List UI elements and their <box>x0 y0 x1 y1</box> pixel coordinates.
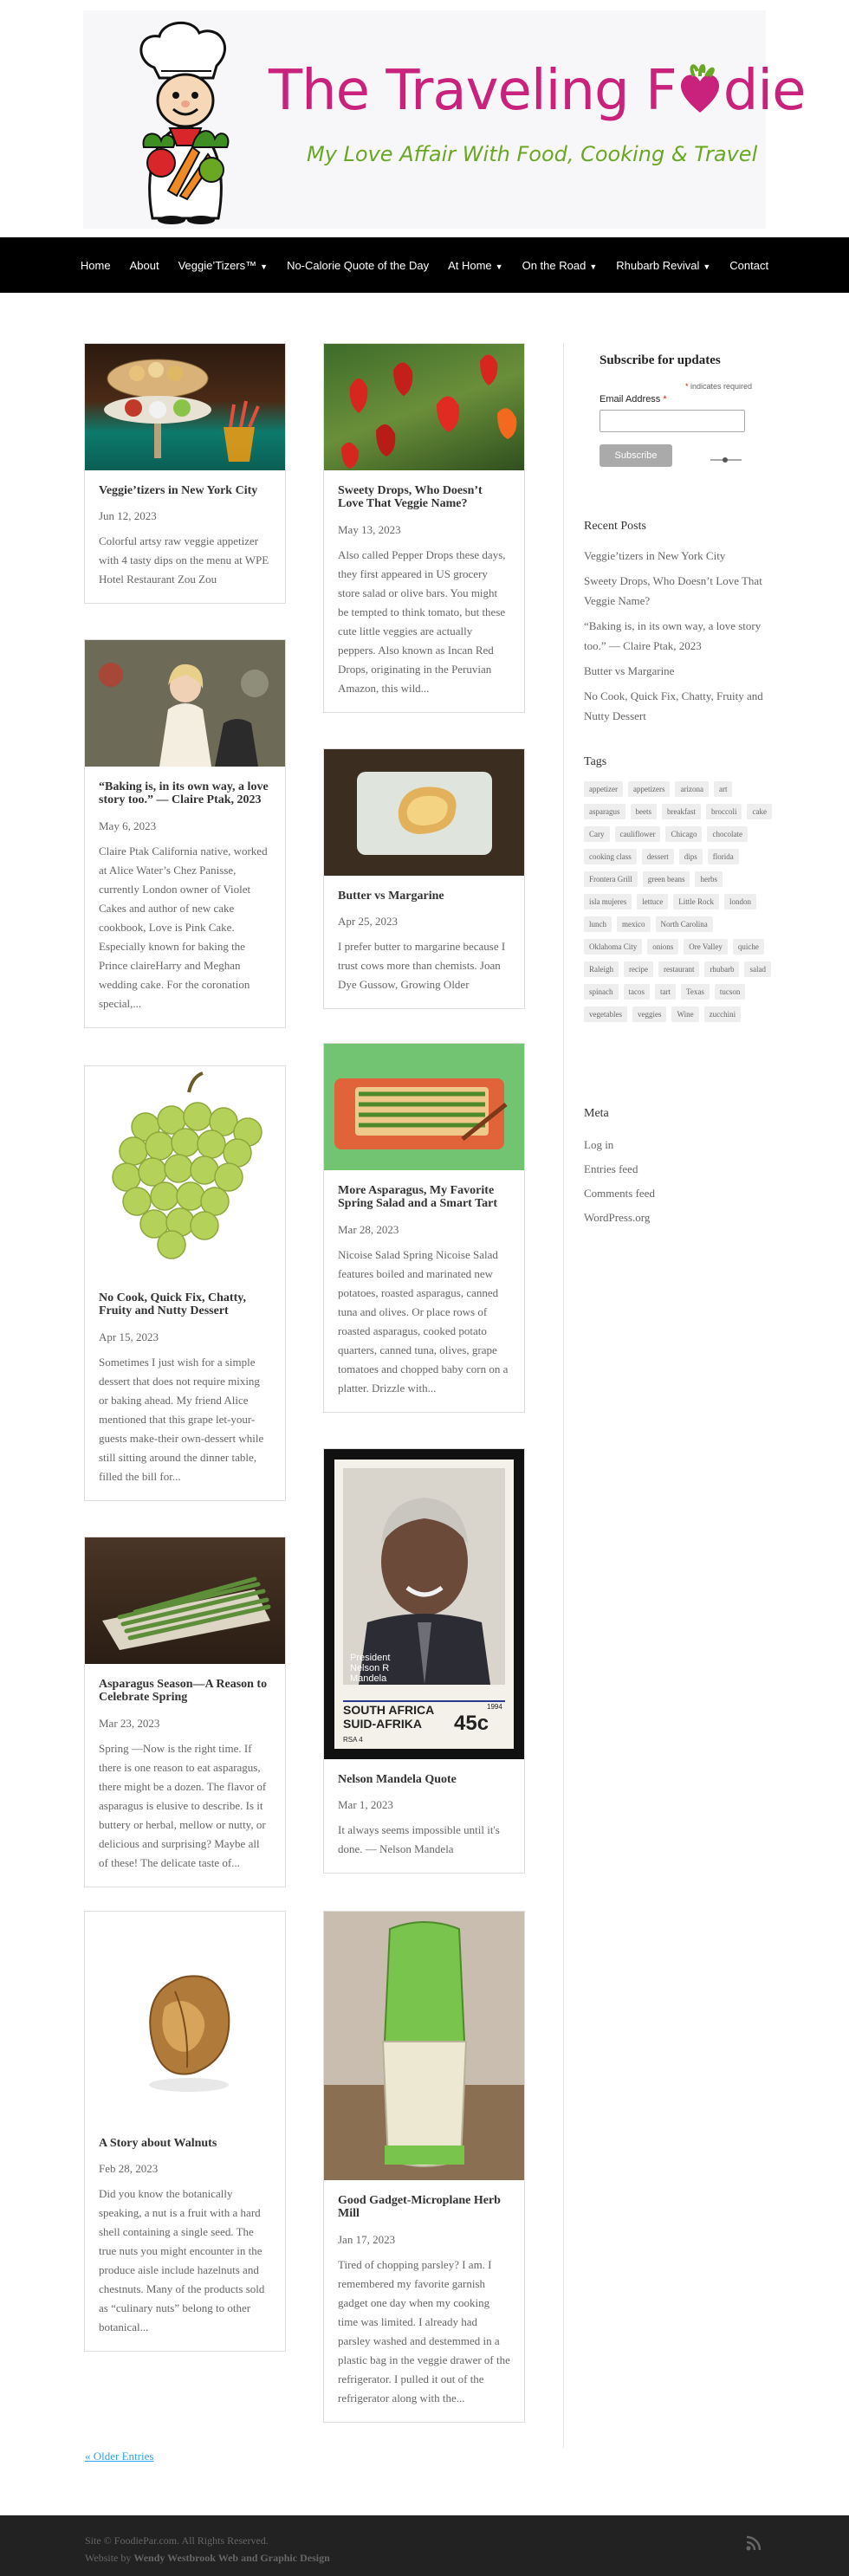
tag-link[interactable]: beets <box>631 804 658 819</box>
nav-label: At Home <box>448 258 492 272</box>
green-grapes-image <box>85 1066 285 1278</box>
tag-link[interactable]: veggies <box>632 1006 667 1022</box>
nav-label: Veggie’Tizers™ <box>178 258 257 272</box>
post-date: Jun 12, 2023 <box>99 509 157 523</box>
nav-label: Rhubarb Revival <box>616 258 700 272</box>
email-label-text: Email Address <box>599 394 661 405</box>
post-excerpt: It always seems impossible until it's done. — Nelson Mandela <box>338 1823 500 1856</box>
tag-link[interactable]: appetizers <box>628 781 670 797</box>
required-asterisk: * <box>663 394 667 405</box>
tag-link[interactable]: dips <box>679 849 703 864</box>
tag-link[interactable]: chocolate <box>707 826 747 842</box>
post-date: Apr 25, 2023 <box>338 915 398 929</box>
tag-link[interactable]: Oklahoma City <box>584 939 642 955</box>
post-card <box>323 1448 525 1874</box>
tag-link[interactable]: North Carolina <box>656 916 713 932</box>
tag-link[interactable]: salad <box>744 961 771 977</box>
stamp-caption: Mandela <box>350 1673 387 1684</box>
post-thumbnail[interactable] <box>85 344 285 470</box>
tag-link[interactable]: tucson <box>715 984 746 1000</box>
post-date: May 6, 2023 <box>99 819 157 832</box>
stamp-country: SOUTH AFRICA <box>343 1703 435 1717</box>
tags-widget <box>584 755 774 1022</box>
post-thumbnail[interactable] <box>85 1537 285 1664</box>
site-logo[interactable] <box>83 10 806 229</box>
email-label <box>599 394 766 405</box>
nav-item-contact[interactable] <box>720 259 778 272</box>
nav-item-rhubarb-revival[interactable] <box>606 259 720 272</box>
older-entries-link[interactable]: « Older Entries <box>85 2450 154 2463</box>
tag-link[interactable]: Texas <box>681 984 710 1000</box>
tag-link[interactable]: restaurant <box>658 961 699 977</box>
nav-item-quote-of-the-day[interactable] <box>277 259 438 272</box>
post-excerpt: Also called Pepper Drops these days, they first appeared in US grocery store salad or olive bars. You might be tempted to think tomato, but these cute little veggies are actually peppers. Also known as Incan Red Drops, originating in the Peruvian Amazon, this wild... <box>338 547 506 695</box>
post-thumbnail[interactable] <box>324 749 524 876</box>
subscribe-button[interactable]: Subscribe <box>599 444 672 467</box>
post-title[interactable]: No Cook, Quick Fix, Chatty, Fruity and Nutty Dessert <box>99 1291 246 1318</box>
post-card <box>84 1537 286 1887</box>
site-title[interactable]: The Traveling F die <box>269 59 806 123</box>
nav-item-veggie-tizers[interactable] <box>169 259 277 272</box>
herb-mill-image <box>324 1912 524 2180</box>
recent-posts-widget <box>584 520 774 731</box>
post-thumbnail[interactable] <box>324 1044 524 1170</box>
loading-indicator <box>710 459 742 461</box>
post-title[interactable]: Veggie’tizers in New York City <box>99 484 258 497</box>
tag-link[interactable]: lunch <box>584 916 612 932</box>
tag-link[interactable]: florida <box>708 849 739 864</box>
tag-link[interactable]: Frontera Grill <box>584 871 638 887</box>
tag-link[interactable]: cauliflower <box>615 826 661 842</box>
post-thumbnail[interactable] <box>324 1912 524 2180</box>
nav-label: About <box>129 258 159 272</box>
tag-link[interactable]: onions <box>647 939 678 955</box>
nav-label: No-Calorie Quote of the Day <box>287 258 430 272</box>
sweety-drops-image <box>324 344 524 470</box>
post-card <box>84 1911 286 2352</box>
post-title[interactable]: Asparagus Season—A Reason to Celebrate Spring <box>99 1678 268 1705</box>
nav-item-home[interactable] <box>71 259 120 272</box>
nav-item-at-home[interactable] <box>438 259 513 272</box>
post-card <box>323 343 525 713</box>
post-thumbnail[interactable] <box>85 640 285 767</box>
post-title[interactable]: Sweety Drops, Who Doesn’t Love That Veggie Name? <box>338 484 483 511</box>
tag-link[interactable]: recipe <box>624 961 653 977</box>
recent-post-link[interactable]: Butter vs Margarine <box>584 664 675 677</box>
meta-link-wordpress[interactable]: WordPress.org <box>584 1211 651 1224</box>
chevron-down-icon: ▼ <box>589 262 598 271</box>
tag-link[interactable]: green beans <box>643 871 690 887</box>
post-card <box>84 343 286 604</box>
credit-text <box>85 2552 330 2565</box>
tag-link[interactable]: vegetables <box>584 1006 627 1022</box>
post-card <box>323 1911 525 2423</box>
post-thumbnail[interactable] <box>324 344 524 470</box>
post-thumbnail[interactable] <box>85 1066 285 1278</box>
post-excerpt: Claire Ptak California native, worked at Alice Water’s Chez Panisse, currently London owner of Violet Cakes and author of new cake cookbook, Love is Pink Cake. Especially known for baking the Prince claireHarry and Meghan wedding cake. For the coronation special,... <box>99 844 268 1010</box>
tag-link[interactable]: mexico <box>617 916 651 932</box>
recent-post-link[interactable]: Veggie’tizers in New York City <box>584 549 726 562</box>
post-thumbnail[interactable] <box>85 1912 285 2123</box>
tag-link[interactable]: herbs <box>695 871 723 887</box>
post-title[interactable]: Butter vs Margarine <box>338 890 444 903</box>
mandela-stamp-image <box>324 1449 524 1759</box>
nav-label: Contact <box>729 258 769 272</box>
required-note-text: indicates required <box>690 382 752 391</box>
sidebar-divider <box>563 343 564 2448</box>
claire-ptak-image <box>85 640 285 767</box>
post-excerpt: I prefer butter to margarine because I trust cows more than chemists. Joan Dye Gussow, Growing Older <box>338 940 506 992</box>
tag-link[interactable]: Little Rock <box>673 894 719 909</box>
site-footer <box>0 2515 849 2576</box>
stamp-year: 1994 <box>487 1703 502 1711</box>
chevron-down-icon: ▼ <box>703 262 711 271</box>
post-card <box>323 1043 525 1413</box>
widget-title: Recent Posts <box>584 520 646 533</box>
walnut-image <box>85 1912 285 2123</box>
post-card <box>323 748 525 1009</box>
post-title[interactable]: “Baking is, in its own way, a love story too.” — Claire Ptak, 2023 <box>99 780 269 807</box>
butter-toast-image <box>324 749 524 876</box>
post-title[interactable]: Good Gadget-Microplane Herb Mill <box>338 2194 501 2221</box>
stamp-caption: Nelson R <box>350 1663 390 1673</box>
tag-link[interactable]: art <box>714 781 733 797</box>
email-field[interactable] <box>599 410 745 432</box>
nav-label: Home <box>80 258 111 272</box>
credit-link[interactable]: Wendy Westbrook Web and Graphic Design <box>133 2552 330 2564</box>
meta-link-comments-feed[interactable]: Comments feed <box>584 1187 655 1200</box>
tag-link[interactable]: london <box>724 894 756 909</box>
chef-mascot-illustration <box>109 17 256 225</box>
tag-link[interactable]: quiche <box>733 939 764 955</box>
chevron-down-icon: ▼ <box>495 262 503 271</box>
beet-heart-icon <box>677 73 723 114</box>
meta-link-entries-feed[interactable]: Entries feed <box>584 1162 638 1175</box>
tag-link[interactable]: dessert <box>642 849 674 864</box>
rss-icon[interactable] <box>745 2534 762 2552</box>
required-asterisk: * <box>684 382 690 391</box>
asparagus-bundle-image <box>85 1537 285 1664</box>
post-date: May 13, 2023 <box>338 522 401 536</box>
site-tagline: My Love Affair With Food, Cooking & Travel <box>307 142 758 166</box>
copyright-text: Site © FoodiePar.com. All Rights Reserved. <box>85 2534 269 2547</box>
tag-link[interactable]: Ore Valley <box>684 939 728 955</box>
required-note <box>584 382 766 391</box>
credit-prefix: Website by <box>85 2552 134 2564</box>
widget-title: Tags <box>584 755 607 768</box>
tag-link[interactable]: tacos <box>624 984 651 1000</box>
site-header <box>0 0 849 237</box>
post-date: Mar 23, 2023 <box>99 1716 160 1730</box>
tag-link[interactable]: cooking class <box>584 849 637 864</box>
nav-item-on-the-road[interactable] <box>513 259 607 272</box>
nav-label: On the Road <box>522 258 587 272</box>
widget-title: Meta <box>584 1107 609 1120</box>
post-excerpt: Sometimes I just wish for a simple dessert that does not require mixing or baking ahead. My friend Alice mentioned that this grape let-your-guests make-their own-dessert while still sitting around the dinner table, filled the bill for... <box>99 1355 264 1483</box>
tag-link[interactable]: asparagus <box>584 804 625 819</box>
tag-link[interactable]: spinach <box>584 984 619 1000</box>
main-navigation <box>0 237 849 293</box>
stamp-country: SUID-AFRIKA <box>343 1717 422 1731</box>
post-excerpt: Colorful artsy raw veggie appetizer with 4 tasty dips on the menu at WPE Hotel Restaurant Zou Zou <box>99 534 269 586</box>
post-excerpt: Nicoise Salad Spring Nicoise Salad features boiled and marinated new potatoes, roasted asparagus, canned tuna and olives. Or place rows of roasted asparagus, cooked potato quarters, canned tuna, olives, grape tomatoes and chopped baby corn on a platter. Drizzle with... <box>338 1247 509 1395</box>
post-date: Jan 17, 2023 <box>338 2232 396 2246</box>
tag-link[interactable]: arizona <box>675 781 708 797</box>
stamp-code: RSA 4 <box>343 1736 363 1744</box>
tag-link[interactable]: isla mujeres <box>584 894 632 909</box>
meta-link-login[interactable]: Log in <box>584 1138 614 1151</box>
post-date: Apr 15, 2023 <box>99 1330 159 1343</box>
asparagus-tart-image <box>324 1044 524 1170</box>
post-excerpt: Tired of chopping parsley? I am. I remembered my favorite garnish gadget one day when my cooking time was limited. I already had parsley washed and destemmed in a plastic bag in the veggie drawer of the refrigerator. I pulled it out of the refrigerator along with the... <box>338 2257 510 2404</box>
post-date: Mar 1, 2023 <box>338 1798 393 1812</box>
post-title[interactable]: A Story about Walnuts <box>99 2137 217 2150</box>
recent-post-link[interactable]: “Baking is, in its own way, a love story too.” — Claire Ptak, 2023 <box>584 619 762 652</box>
post-title[interactable]: Nelson Mandela Quote <box>338 1773 457 1786</box>
tag-link[interactable]: zucchini <box>704 1006 742 1022</box>
tag-link[interactable]: Raleigh <box>584 961 619 977</box>
meta-widget <box>584 1107 774 1230</box>
post-thumbnail[interactable] <box>324 1449 524 1759</box>
subscribe-title: Subscribe for updates <box>599 353 721 367</box>
tag-link[interactable]: lettuce <box>637 894 668 909</box>
post-title[interactable]: More Asparagus, My Favorite Spring Salad and a Smart Tart <box>338 1184 497 1211</box>
subscribe-widget <box>584 353 766 467</box>
tag-link[interactable]: rhubarb <box>704 961 739 977</box>
post-card <box>84 1065 286 1501</box>
tag-link[interactable]: cake <box>747 804 771 819</box>
tag-link[interactable]: tart <box>655 984 676 1000</box>
stamp-caption: President <box>350 1653 391 1663</box>
post-date: Feb 28, 2023 <box>99 2162 159 2176</box>
post-date: Mar 28, 2023 <box>338 1222 399 1236</box>
tag-cloud <box>584 781 774 1022</box>
tag-link[interactable]: appetizer <box>584 781 623 797</box>
chevron-down-icon: ▼ <box>260 262 269 271</box>
tag-link[interactable]: Cary <box>584 826 610 842</box>
tag-link[interactable]: Wine <box>671 1006 698 1022</box>
tag-link[interactable]: broccoli <box>706 804 742 819</box>
recent-post-link[interactable]: No Cook, Quick Fix, Chatty, Fruity and Nutty Dessert <box>584 689 763 722</box>
post-card <box>84 639 286 1028</box>
nav-item-about[interactable] <box>120 259 169 272</box>
post-excerpt: Spring —Now is the right time. If there is one reason to eat asparagus, there might be a dozen. The flavor of asparagus is elusive to describe. Is it buttery or herbal, mellow or nutty, or delicious and surprising? Maybe all of these! The delicate taste of... <box>99 1741 267 1869</box>
tag-link[interactable]: Chicago <box>665 826 702 842</box>
veggie-appetizer-image <box>85 344 285 470</box>
stamp-value: 45c <box>454 1712 489 1735</box>
tag-link[interactable]: breakfast <box>662 804 701 819</box>
post-excerpt: Did you know the botanically speaking, a nut is a fruit with a hard shell containing a single seed. The true nuts you might encounter in the produce aisle include hazelnuts and chestnuts. Many of the products sold as “culinary nuts” belong to other botanical... <box>99 2187 265 2334</box>
recent-post-link[interactable]: Sweety Drops, Who Doesn’t Love That Veggie Name? <box>584 574 762 607</box>
